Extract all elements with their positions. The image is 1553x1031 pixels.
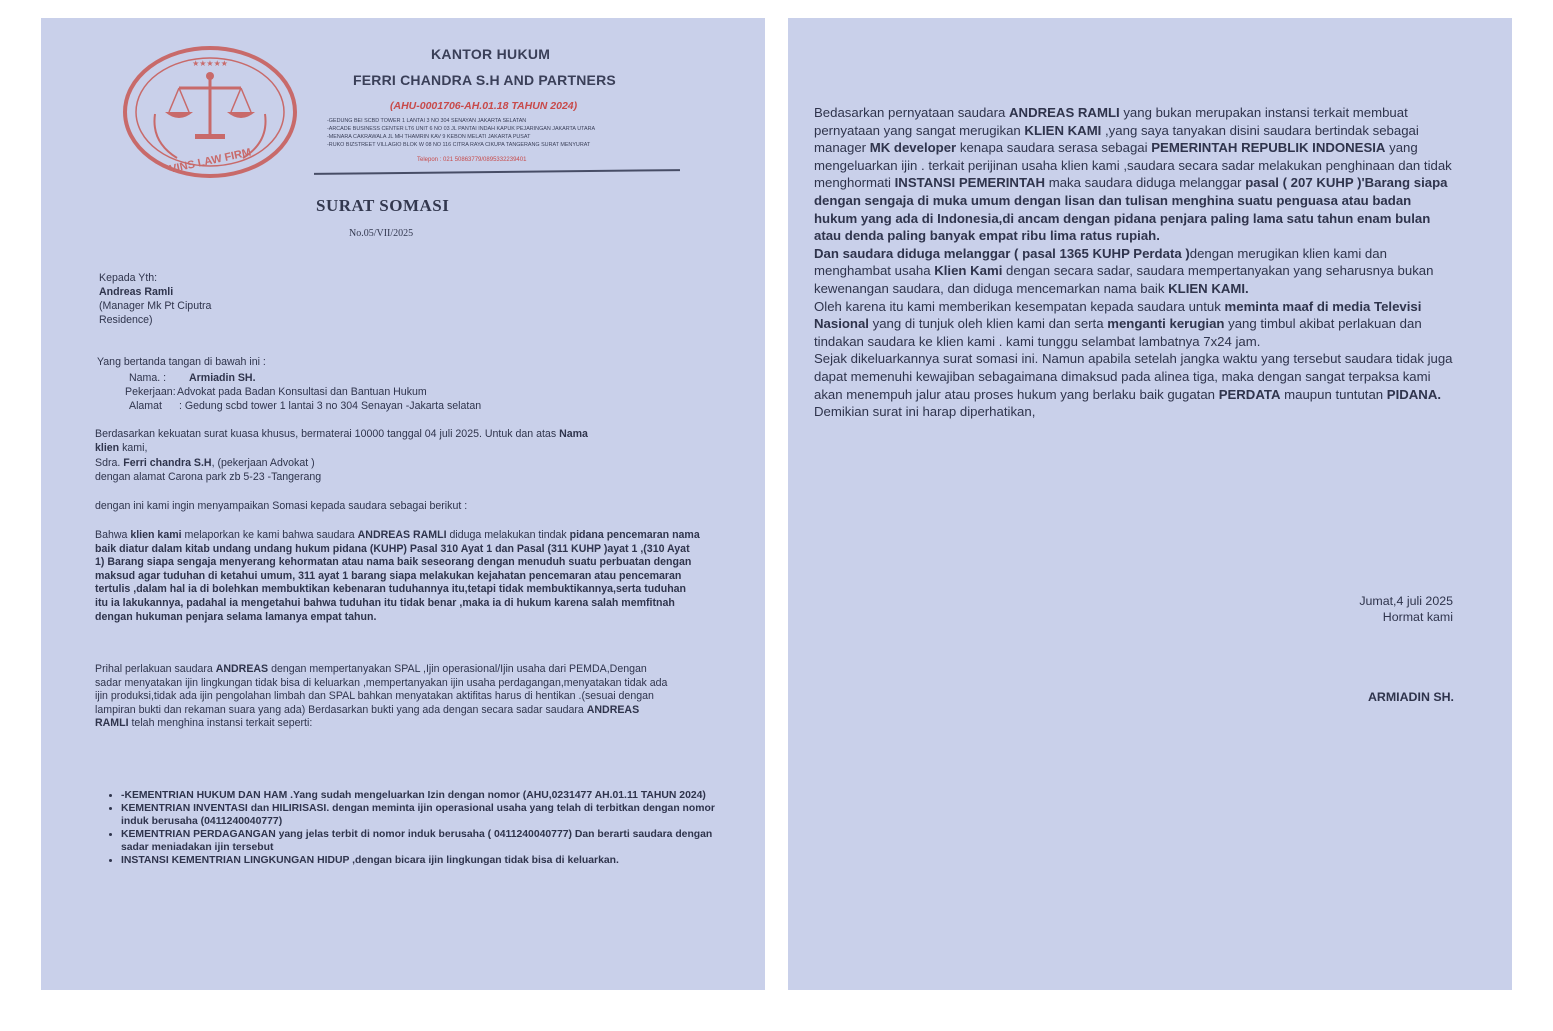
p1-text-a: Bahwa <box>95 529 131 541</box>
p2p2-b: dengan merugikan klien kami dan menghambat usaha <box>814 245 1387 279</box>
paragraph-sejak <box>814 350 1454 403</box>
kuasa-line-4: dengan alamat Carona park zb 5-23 -Tangerang <box>95 471 322 483</box>
signer-job-label: Pekerjaan: <box>125 386 176 398</box>
letter-title: SURAT SOMASI <box>316 196 450 215</box>
p1-text-b: klien kami <box>130 529 182 541</box>
recipient-name: Andreas Ramli <box>99 286 174 298</box>
signer-address-label: Alamat <box>129 400 162 412</box>
paragraph-maaf <box>814 298 1454 351</box>
page-2-body <box>814 104 1454 421</box>
signer-intro: Yang bertanda tangan di bawah ini : <box>97 356 266 368</box>
paragraph-pencemaran <box>95 529 701 624</box>
kuasa-line-2 <box>95 441 147 456</box>
header-address-4: -RUKO BIZSTREET VILLAGIO BLOK W 08 NO 116 CITRA RAYA CIKUPA TANGERANG SURAT MENYURAT <box>327 142 591 148</box>
p2p2-c: Klien Kami <box>934 263 1003 279</box>
header-address-2: -ARCADE BUSINESS CENTER LT6 UNIT 6 NO 03 JL PANTAI INDAH KAPUK PEJARINGAN JAKARTA UTARA <box>327 126 596 132</box>
signer-job: Advokat pada Badan Konsultasi dan Bantuan Hukum <box>177 386 427 398</box>
logo-text: VINS LAW FIRM <box>168 146 253 176</box>
p2p1-h: PEMERINTAH REPUBLIK INDONESIA <box>1151 140 1386 156</box>
kuasa-text-1b: Nama <box>559 428 588 440</box>
p2p2-d: dengan secara sadar, saudara mempertanyakan yang seharusnya bukan kewenangan saudara, dan diduga mencemarkan nama baik <box>814 263 1434 296</box>
logo-stars: ★★★★★ <box>192 59 228 68</box>
p2-text-a: Prihal perlakuan saudara <box>95 663 216 675</box>
header-telepon: Telepon : 021 50863779/0895332239401 <box>417 157 527 163</box>
kuasa-line-3 <box>95 456 315 471</box>
header-address-3: -MENARA CAKRAWALA JL MH THAMRIN KAV 9 KEBON MELATI JAKARTA PUSAT <box>327 134 531 140</box>
p1-text-e: diduga melakukan tindak <box>446 529 570 541</box>
p2p2-e: KLIEN KAMI. <box>1168 280 1249 296</box>
kuasa-line-1 <box>95 427 588 442</box>
p2-text-e: telah menghina instansi terkait seperti: <box>128 717 313 730</box>
recipient-role-1: (Manager Mk Pt Ciputra <box>99 300 212 312</box>
p2-text-b: ANDREAS <box>215 663 269 675</box>
header-firm-name: FERRI CHANDRA S.H AND PARTNERS <box>353 72 616 88</box>
paragraph-demikian: Demikian surat ini harap diperhatikan, <box>814 404 1036 420</box>
list-item: • KEMENTRIAN INVENTASI dan HILIRISASI. dengan meminta ijin operasional usaha yang telah di terbitkan dengan nomor induk berusaha (0411240040777) <box>121 802 721 828</box>
p2p1-a: Bedasarkan pernyataan saudara <box>814 105 1010 120</box>
p2p4-c: maupun tuntutan <box>1280 386 1387 402</box>
kuasa-text-3c: , (pekerjaan Advokat ) <box>211 457 315 469</box>
p2p1-f: MK developer <box>869 140 957 156</box>
recipient-role-2: Residence) <box>99 314 153 326</box>
p2p1-g: kenapa saudara serasa sebagai <box>956 140 1152 156</box>
letter-number: No.05/VII/2025 <box>349 228 414 239</box>
p2p3-c: yang di tunjuk oleh klien kami dan serta <box>868 316 1108 332</box>
p2p1-b: ANDREAS RAMLI <box>1009 105 1120 120</box>
letter-date: Jumat,4 juli 2025 <box>1359 594 1453 608</box>
kuasa-text-3a: Sdra. <box>95 457 124 469</box>
kuasa-text-1a: Berdasarkan kekuatan surat kuasa khusus, bermaterai 10000 tanggal 04 juli 2025. Untuk dan atas <box>95 428 560 440</box>
p2-text-d: ANDREAS RAMLI <box>95 703 640 730</box>
p2p3-d: menganti kerugian <box>1107 316 1225 332</box>
kuasa-text-2a: klien <box>95 442 120 454</box>
p2p2-a: Dan saudara diduga melanggar ( pasal 1365 KUHP Perdata ) <box>814 245 1190 261</box>
letter-closing: Hormat kami <box>1382 610 1453 624</box>
p1-text-c: melaporkan ke kami bahwa saudara <box>181 529 358 541</box>
p2p1-c: yang bukan merupakan instansi terkait membuat pernyataan yang sangat merugikan <box>814 105 1408 138</box>
letter-page-2 <box>788 18 1512 990</box>
paragraph-prihal <box>95 663 675 731</box>
header-divider <box>314 169 680 175</box>
p2p1-i: yang mengeluarkan ijin . terkait perijinan usaha klien kami ,saudara secara sadar melakukan penghinaan dan tidak menghormati <box>814 140 1452 191</box>
p2p4-b: PERDATA <box>1218 386 1281 402</box>
p2p1-j: INSTANSI PEMERINTAH <box>894 175 1046 191</box>
signer-name-label: Nama. : <box>129 372 167 384</box>
list-item: • INSTANSI KEMENTRIAN LINGKUNGAN HIDUP ,dengan bicara ijin lingkungan tidak bisa di keluarkan. <box>121 854 721 867</box>
list-item: • -KEMENTRIAN HUKUM DAN HAM .Yang sudah mengeluarkan Izin dengan nomor (AHU,0231477 AH.01.11 TAHUN 2024) <box>121 789 721 802</box>
somasi-intro: dengan ini kami ingin menyampaikan Somasi kepada saudara sebagai berikut : <box>95 500 468 512</box>
p2p1-k: maka saudara diduga melanggar <box>1045 175 1246 191</box>
p1-text-d: ANDREAS RAMLI <box>357 529 447 541</box>
signature-name: ARMIADIN SH. <box>1367 690 1454 704</box>
letter-page-1 <box>41 18 765 990</box>
recipient-kepada: Kepada Yth: <box>99 272 158 284</box>
p2p4-a: Sejak dikeluarkannya surat somasi ini. Namun apabila setelah jangka waktu yang tersebut saudara tidak juga dapat memenuhi kewajiban sebagaimana dimaksud pada alinea tiga, maka dengan sangat terpaksa kami akan menempuh jalur atau proses hukum yang berlaku baik gugatan <box>814 351 1453 402</box>
kuasa-text-2b: kami, <box>119 442 148 454</box>
p2p3-b: meminta maaf di media Televisi Nasional <box>814 298 1422 332</box>
header-ahu: (AHU-0001706-AH.01.18 TAHUN 2024) <box>390 100 578 112</box>
paragraph-pernyataan <box>814 104 1454 245</box>
kuasa-text-3b: Ferri chandra S.H <box>123 457 212 469</box>
p2p4-d: PIDANA. <box>1386 386 1442 402</box>
header-address-1: -GEDUNG BEI SCBD TOWER 1 LANTAI 3 NO 304 SENAYAN JAKARTA SELATAN <box>327 118 527 124</box>
p2p3-a: Oleh karena itu kami memberikan kesempatan kepada saudara untuk <box>814 298 1225 314</box>
p2p3-e: yang timbul akibat perlakuan dan tindakan saudara ke klien kami . kami tunggu selambat lambatnya 7x24 jam. <box>814 316 1422 349</box>
paragraph-perdata <box>814 245 1454 298</box>
p2p1-l: pasal ( 207 KUHP )'Barang siapa dengan sengaja di muka umum dengan lisan dan tulisan menghina suatu penguasa atau badan hukum yang ada di Indonesia,di ancam dengan pidana penjara paling lama satu tahun enam bulan atau denda paling banyak empat ribu lima ratus rupiah. <box>814 175 1448 244</box>
law-firm-logo <box>121 44 299 180</box>
p1-text-f: pidana pencemaran nama baik diatur dalam kitab undang undang hukum pidana (KUHP) Pasal 310 Ayat 1 dan Pasal (311 KUHP )ayat 1 ,(310 Ayat 1) Barang siapa sengaja menyerang kehormatan atau nama baik seseorang dengan menuduh suatu perbuatan dengan maksud agar tuduhan di ketahui umum, 311 ayat 1 barang siapa melakukan kejahatan pencemaran atau pencemaran tertulis ,dalam hal ia di bolehkan membuktikan kebenaran tuduhannya itu,tetapi tidak membuktikannya,serta tuduhan itu ia lakukannya, padahal ia mengetahui bahwa tuduhan itu tidak benar ,maka ia di hukum karena salah memfitnah dengan hukuman penjara selama lamanya empat tahun. <box>95 529 700 623</box>
list-item: • KEMENTRIAN PERDAGANGAN yang jelas terbit di nomor induk berusaha ( 0411240040777) Dan berarti saudara dengan sadar meniadakan ijin tersebut <box>121 828 721 854</box>
p2p1-d: KLIEN KAMI <box>1024 122 1102 138</box>
instansi-list <box>101 789 721 867</box>
p2-text-c: dengan mempertanyakan SPAL ,Ijin operasional/Ijin usaha dari PEMDA,Dengan sadar menyatakan ijin lingkungan tidak bisa di keluarkan ,mempertanyakan ijin usaha perdagangan,menyatakan tidak ada ijin produksi,tidak ada ijin pengolahan limbah dan SPAL bahkan menyatakan aktifitas harus di hentikan .(sesuai dengan lampiran bukti dan rekaman suara yang ada) Berdasarkan bukti yang ada dengan secara sadar saudara <box>95 663 668 716</box>
p2p1-e: ,yang saya tanyakan disini saudara bertindak sebagai manager <box>814 122 1419 156</box>
signer-address: : Gedung scbd tower 1 lantai 3 no 304 Senayan -Jakarta selatan <box>179 400 482 412</box>
signer-name: Armiadin SH. <box>189 372 256 384</box>
header-office: KANTOR HUKUM <box>431 46 551 62</box>
